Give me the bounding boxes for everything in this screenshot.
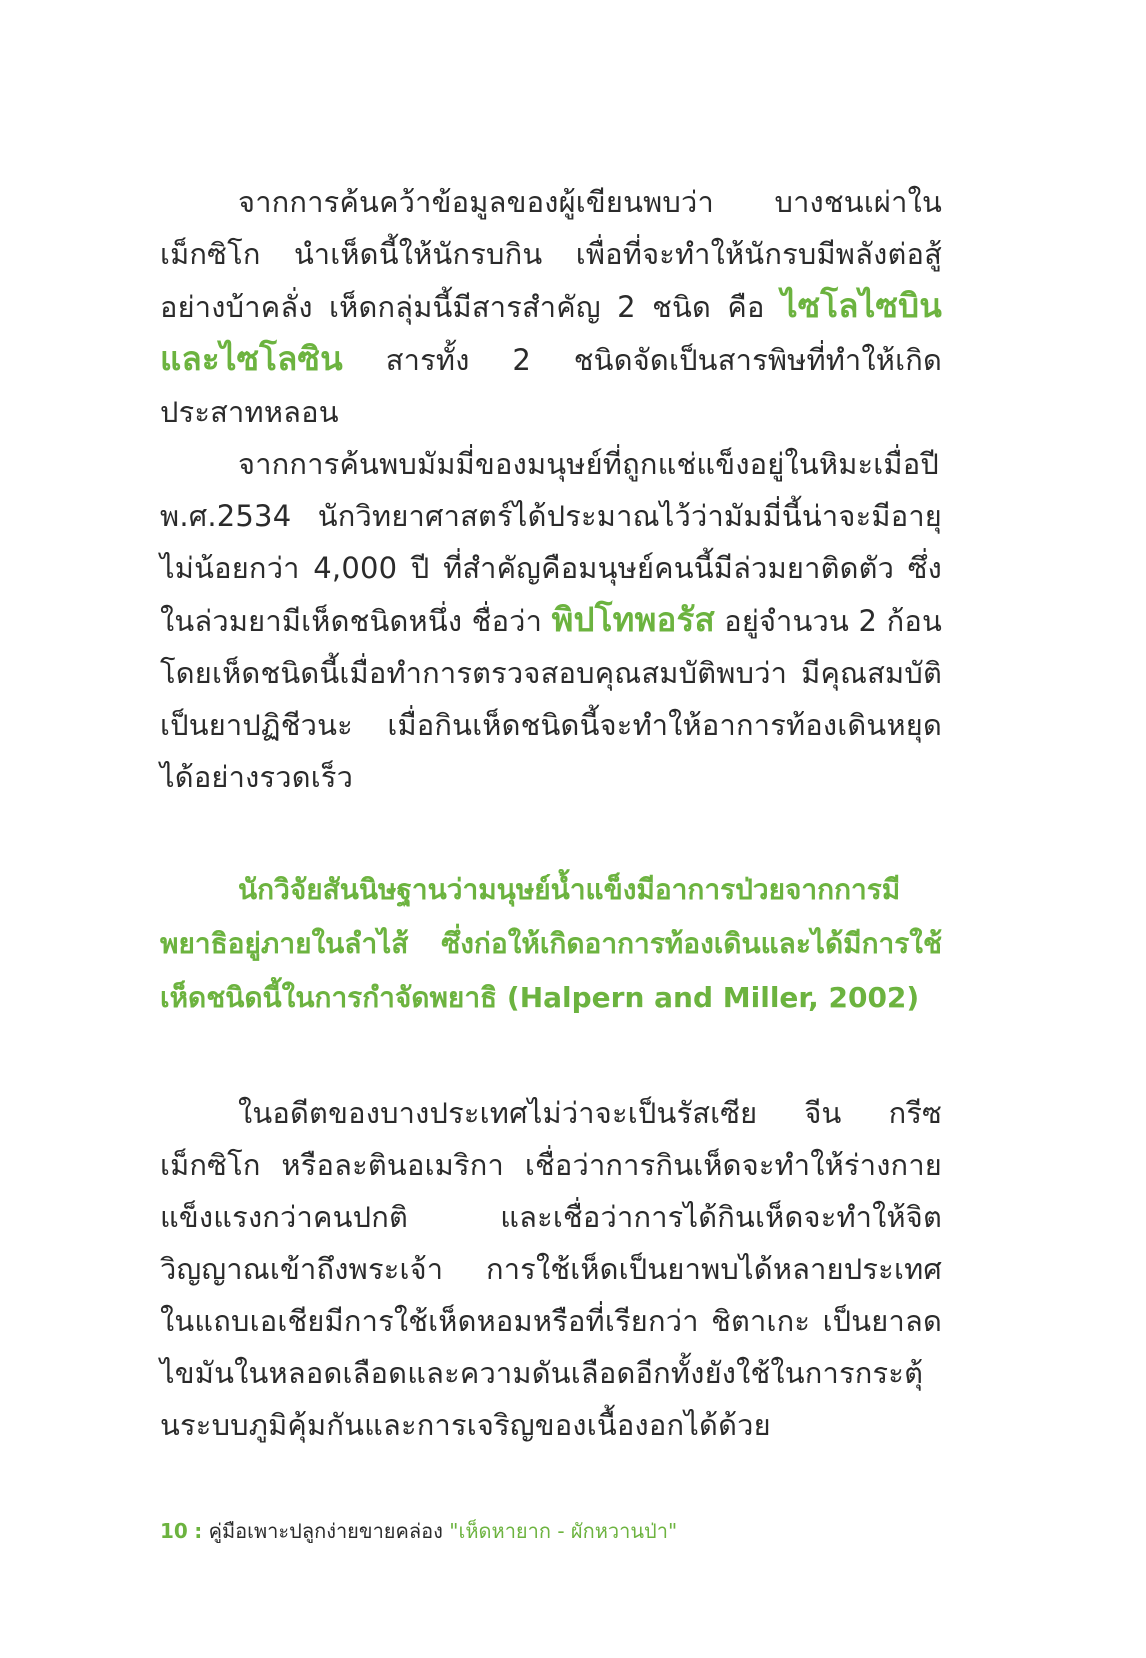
paragraph-2-tail: อยู่จำนวน 2 ก้อน โดยเห็ดชนิดนี้เมื่อทำการตรวจสอบคุณสมบัติพบว่า มีคุณสมบัติเป็นยาปฏิชีวนะ เมื่อกินเห็ดชนิดนี้จะทำให้อาการท้องเดินหยุดได้อย่างรวดเร็ว xyxy=(160,604,942,794)
paragraph-3: ในอดีตของบางประเทศไม่ว่าจะเป็นรัสเซีย จีน กรีซ เม็กซิโก หรือละตินอเมริกา เชื่อว่าการกินเห็ดจะทำให้ร่างกายแข็งแรงกว่าคนปกติ และเชื่อว่าการได้กินเห็ดจะทำให้จิตวิญญาณเข้าถึงพระเจ้า การใช้เห็ดเป็นยาพบได้หลายประเทศ ในแถบเอเชียมีการใช้เห็ดหอมหรือที่เรียกว่า ชิตาเกะ เป็นยาลดไขมันในหลอดเลือดและความดันเลือดอีกทั้งยังใช้ในการกระตุ้นระบบภูมิคุ้มกันและการเจริญของเนื้องอกได้ด้วย xyxy=(160,1096,942,1442)
page-number: 10 xyxy=(160,1519,188,1543)
highlight-piptoporus: พิปโทพอรัส xyxy=(551,600,715,639)
page-body xyxy=(160,176,942,1451)
paragraph-2 xyxy=(160,438,942,803)
pull-quote: นักวิจัยสันนิษฐานว่ามนุษย์น้ำแข็งมีอาการป่วยจากการมีพยาธิอยู่ภายในลำไส้ ซึ่งก่อให้เกิดอาการท้องเดินและได้มีการใช้เห็ดชนิดนี้ในการกำจัดพยาธิ (Halpern and Miller, 2002) xyxy=(160,873,942,1014)
book-title: คู่มือเพาะปลูกง่ายขายคล่อง xyxy=(208,1519,443,1543)
highlight-psilocybin: ไซโลไซบินและไซโลซิน xyxy=(160,286,942,378)
paragraph-1-text: จากการค้นคว้าข้อมูลของผู้เขียนพบว่า บางชนเผ่าในเม็กซิโก นำเห็ดนี้ให้นักรบกิน เพื่อที่จะทำให้นักรบมีพลังต่อสู้อย่างบ้าคลั่ง เห็ดกลุ่มนี้มีสารสำคัญ 2 ชนิด คือ xyxy=(160,185,942,324)
footer-separator: : xyxy=(194,1519,203,1543)
paragraph-1-tail: สารทั้ง 2 ชนิดจัดเป็นสารพิษที่ทำให้เกิดประสาทหลอน xyxy=(160,343,942,429)
book-subtitle: "เห็ดหายาก - ผักหวานป่า" xyxy=(449,1519,678,1543)
page-footer xyxy=(160,1515,677,1547)
paragraph-1 xyxy=(160,176,942,438)
paragraph-2-text: จากการค้นพบมัมมี่ของมนุษย์ที่ถูกแช่แข็งอยู่ในหิมะเมื่อปี พ.ศ.2534 นักวิทยาศาสตร์ได้ประมาณไว้ว่ามัมมี่นี้น่าจะมีอายุไม่น้อยกว่า 4,000 ปี ที่สำคัญคือมนุษย์คนนี้มีล่วมยาติดตัว ซึ่งในล่วมยามีเห็ดชนิดหนึ่ง ชื่อว่า xyxy=(160,447,942,638)
